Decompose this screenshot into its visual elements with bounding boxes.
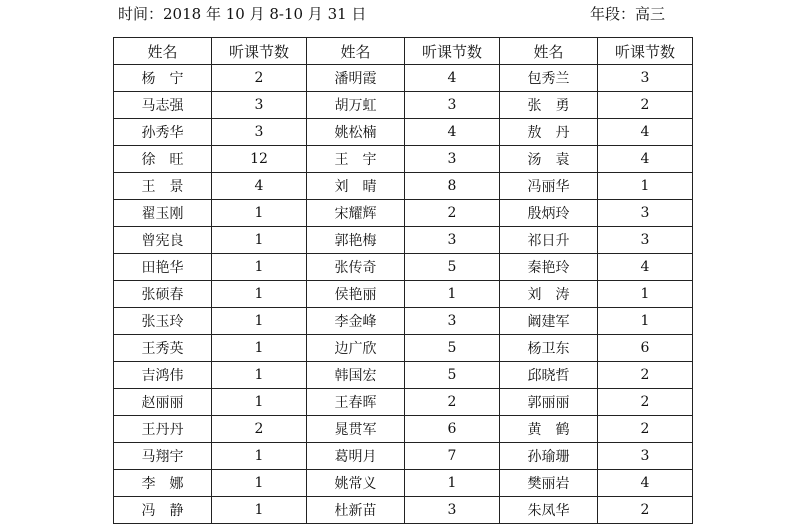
count-cell: 1 — [405, 281, 500, 308]
table-header — [114, 38, 693, 65]
table-row — [114, 389, 693, 416]
name-cell: 马翔宇 — [114, 443, 212, 470]
name-cell: 杨 宁 — [114, 65, 212, 92]
count-cell: 4 — [405, 119, 500, 146]
name-cell: 汤 袁 — [500, 146, 598, 173]
table-row — [114, 497, 693, 524]
table-row — [114, 254, 693, 281]
count-cell: 4 — [405, 65, 500, 92]
name-cell: 李 娜 — [114, 470, 212, 497]
name-cell: 张传奇 — [307, 254, 405, 281]
count-cell: 6 — [598, 335, 693, 362]
count-cell: 1 — [598, 308, 693, 335]
name-cell: 郭丽丽 — [500, 389, 598, 416]
count-cell: 1 — [598, 173, 693, 200]
name-cell: 刘 晴 — [307, 173, 405, 200]
name-cell: 姚常义 — [307, 470, 405, 497]
count-cell: 3 — [405, 497, 500, 524]
count-cell: 1 — [212, 308, 307, 335]
count-cell: 2 — [598, 362, 693, 389]
name-cell: 张 勇 — [500, 92, 598, 119]
count-cell: 3 — [212, 119, 307, 146]
count-cell: 6 — [405, 416, 500, 443]
col-header-count-2: 听课节数 — [405, 38, 500, 65]
name-cell: 阚建军 — [500, 308, 598, 335]
count-cell: 2 — [598, 416, 693, 443]
col-header-name-3: 姓名 — [500, 38, 598, 65]
name-cell: 张硕春 — [114, 281, 212, 308]
table-row — [114, 443, 693, 470]
name-cell: 赵丽丽 — [114, 389, 212, 416]
count-cell: 5 — [405, 362, 500, 389]
grade-label: 年段：高三 — [590, 5, 666, 23]
name-cell: 杨卫东 — [500, 335, 598, 362]
table-row — [114, 281, 693, 308]
count-cell: 1 — [598, 281, 693, 308]
count-cell: 1 — [212, 200, 307, 227]
count-cell: 7 — [405, 443, 500, 470]
table-row — [114, 146, 693, 173]
count-cell: 8 — [405, 173, 500, 200]
count-cell: 2 — [598, 497, 693, 524]
name-cell: 冯丽华 — [500, 173, 598, 200]
col-header-name-1: 姓名 — [114, 38, 212, 65]
count-cell: 3 — [598, 200, 693, 227]
name-cell: 韩国宏 — [307, 362, 405, 389]
name-cell: 孙秀华 — [114, 119, 212, 146]
count-cell: 4 — [598, 254, 693, 281]
count-cell: 4 — [598, 146, 693, 173]
col-header-name-2: 姓名 — [307, 38, 405, 65]
name-cell: 刘 涛 — [500, 281, 598, 308]
attendance-table — [113, 37, 693, 524]
count-cell: 3 — [405, 308, 500, 335]
count-cell: 1 — [212, 497, 307, 524]
count-cell: 3 — [598, 227, 693, 254]
table-row — [114, 119, 693, 146]
name-cell: 田艳华 — [114, 254, 212, 281]
name-cell: 张玉玲 — [114, 308, 212, 335]
table-row — [114, 92, 693, 119]
name-cell: 秦艳玲 — [500, 254, 598, 281]
count-cell: 12 — [212, 146, 307, 173]
name-cell: 姚松楠 — [307, 119, 405, 146]
count-cell: 2 — [212, 65, 307, 92]
name-cell: 郭艳梅 — [307, 227, 405, 254]
name-cell: 邱晓哲 — [500, 362, 598, 389]
table-row — [114, 335, 693, 362]
table-body — [114, 65, 693, 524]
header-row — [114, 38, 693, 65]
table-row — [114, 470, 693, 497]
count-cell: 3 — [405, 92, 500, 119]
count-cell: 2 — [212, 416, 307, 443]
count-cell: 1 — [405, 470, 500, 497]
name-cell: 黄 鹤 — [500, 416, 598, 443]
name-cell: 曾宪良 — [114, 227, 212, 254]
name-cell: 孙瑜珊 — [500, 443, 598, 470]
count-cell: 2 — [598, 92, 693, 119]
table-row — [114, 65, 693, 92]
name-cell: 吉鸿伟 — [114, 362, 212, 389]
count-cell: 1 — [212, 389, 307, 416]
count-cell: 2 — [405, 200, 500, 227]
report-period: 时间：2018 年 10 月 8-10 月 31 日 — [118, 5, 367, 23]
name-cell: 晁贯军 — [307, 416, 405, 443]
count-cell: 1 — [212, 470, 307, 497]
count-cell: 1 — [212, 362, 307, 389]
count-cell: 3 — [598, 443, 693, 470]
table-row — [114, 200, 693, 227]
name-cell: 宋耀辉 — [307, 200, 405, 227]
name-cell: 李金峰 — [307, 308, 405, 335]
name-cell: 朱凤华 — [500, 497, 598, 524]
table-row — [114, 362, 693, 389]
name-cell: 敖 丹 — [500, 119, 598, 146]
name-cell: 王丹丹 — [114, 416, 212, 443]
name-cell: 边广欣 — [307, 335, 405, 362]
name-cell: 翟玉刚 — [114, 200, 212, 227]
name-cell: 侯艳丽 — [307, 281, 405, 308]
table-row — [114, 227, 693, 254]
count-cell: 1 — [212, 335, 307, 362]
count-cell: 3 — [405, 146, 500, 173]
count-cell: 3 — [598, 65, 693, 92]
name-cell: 王 景 — [114, 173, 212, 200]
table-row — [114, 308, 693, 335]
col-header-count-1: 听课节数 — [212, 38, 307, 65]
name-cell: 祁日升 — [500, 227, 598, 254]
count-cell: 1 — [212, 254, 307, 281]
count-cell: 1 — [212, 443, 307, 470]
table-row — [114, 416, 693, 443]
count-cell: 4 — [212, 173, 307, 200]
count-cell: 1 — [212, 281, 307, 308]
table-row — [114, 173, 693, 200]
name-cell: 胡万虹 — [307, 92, 405, 119]
name-cell: 樊丽岩 — [500, 470, 598, 497]
name-cell: 葛明月 — [307, 443, 405, 470]
name-cell: 殷炳玲 — [500, 200, 598, 227]
name-cell: 包秀兰 — [500, 65, 598, 92]
name-cell: 王秀英 — [114, 335, 212, 362]
count-cell: 2 — [405, 389, 500, 416]
count-cell: 4 — [598, 470, 693, 497]
name-cell: 杜新苗 — [307, 497, 405, 524]
count-cell: 4 — [598, 119, 693, 146]
count-cell: 3 — [212, 92, 307, 119]
count-cell: 5 — [405, 254, 500, 281]
col-header-count-3: 听课节数 — [598, 38, 693, 65]
name-cell: 潘明霞 — [307, 65, 405, 92]
name-cell: 徐 旺 — [114, 146, 212, 173]
count-cell: 5 — [405, 335, 500, 362]
name-cell: 王春晖 — [307, 389, 405, 416]
name-cell: 冯 静 — [114, 497, 212, 524]
count-cell: 1 — [212, 227, 307, 254]
name-cell: 王 宇 — [307, 146, 405, 173]
count-cell: 3 — [405, 227, 500, 254]
count-cell: 2 — [598, 389, 693, 416]
name-cell: 马志强 — [114, 92, 212, 119]
